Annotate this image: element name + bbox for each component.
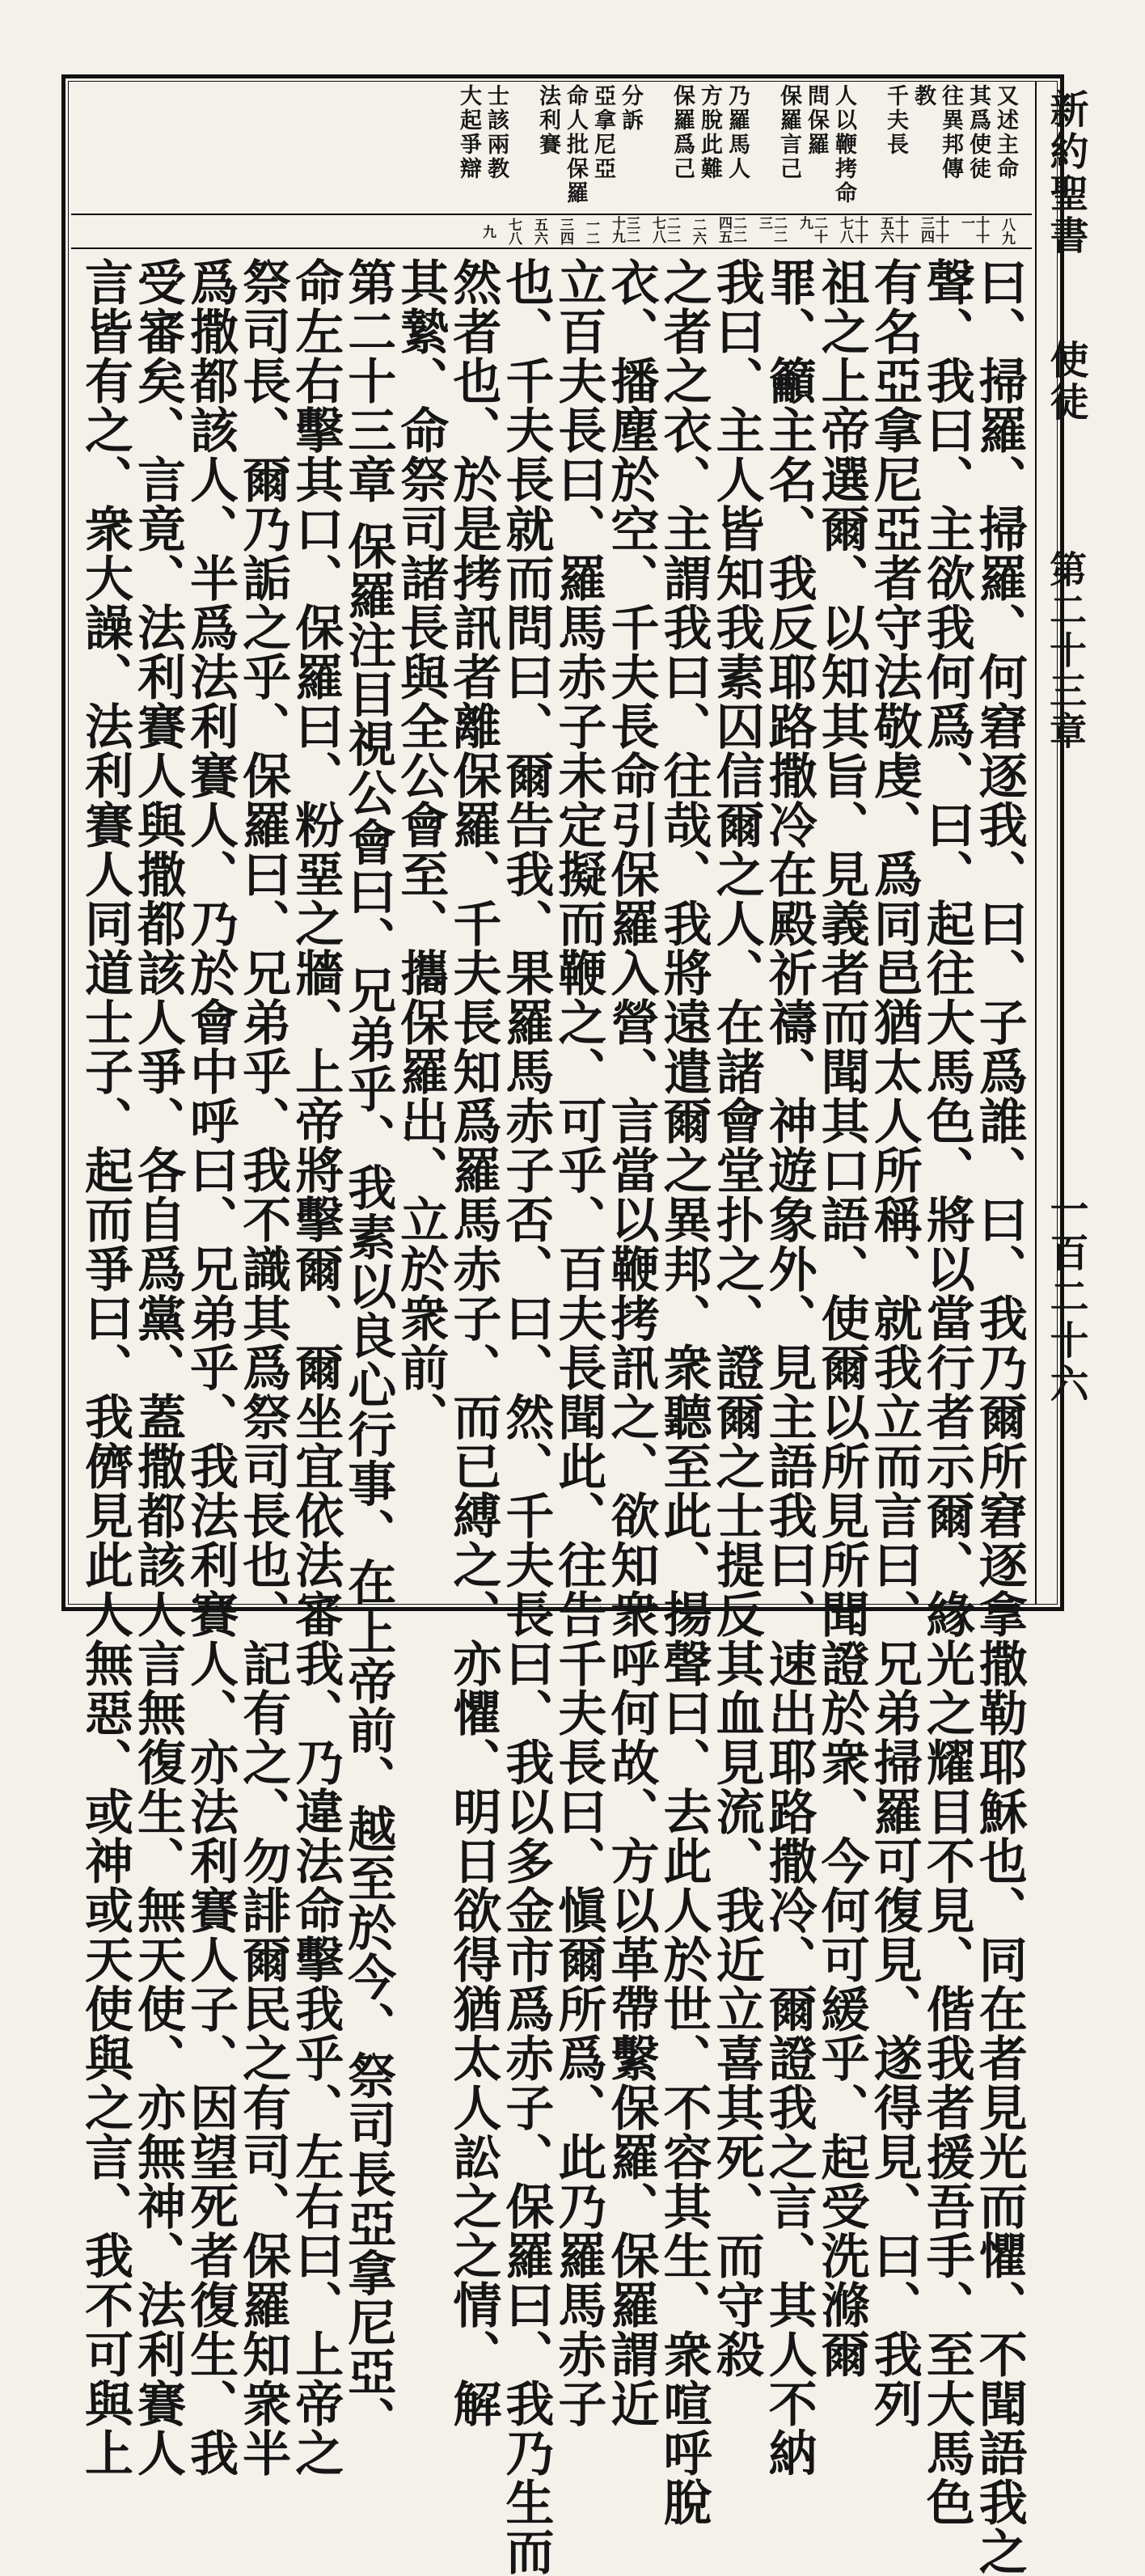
chapter-title: 第二十三章 bbox=[1044, 550, 1088, 752]
verse-ref: 二二七八 bbox=[649, 216, 680, 243]
text-column: 也、千夫長就而問曰、爾告我、果羅馬赤子否、曰、然、千夫長曰、我以多金市爲赤子、保羅曰、我乃生而 bbox=[497, 257, 555, 2576]
text-column: 之者之衣、主謂我曰、往哉、我將遠遣爾之異邦、衆聽至此、揚聲曰、去此人於世、不容其生、衆喧呼脫 bbox=[655, 257, 712, 2527]
text-column: 然者也、於是拷訊者離保羅、千夫長知爲羅馬赤子、而已縛之、亦懼、明日欲得猶太人訟之之情、解 bbox=[445, 257, 502, 2428]
marginal-notes bbox=[71, 84, 1032, 210]
verse-ref: 七八 bbox=[505, 218, 522, 245]
note: 分訴 bbox=[618, 84, 643, 133]
text-column: 聲、我曰、主欲我何爲、曰、起往大馬色、將以當行者示爾、緣光之耀目不見、偕我者援吾手、至大馬色 bbox=[918, 257, 975, 2527]
note: 又述主命 bbox=[993, 84, 1018, 181]
text-column: 立百夫長曰、羅馬赤子未定擬而鞭之、可乎、百夫長聞此、往告千夫長曰、愼爾所爲、此乃羅馬赤子 bbox=[550, 257, 607, 2428]
note: 人以鞭拷命 bbox=[831, 84, 856, 205]
text-column: 言皆有之、衆大譟、法利賽人同道士子、起而爭曰、我儕見此人無惡、或神或天使與之言、我不可與上 bbox=[77, 257, 133, 2477]
text-column: 受審矣、言竟、法利賽人與撒都該人爭、各自爲黨、蓋撒都該人言無復生、無天使、亦無神、法利賽人 bbox=[129, 257, 187, 2477]
note: 保羅言己 bbox=[776, 84, 801, 181]
verse-ref: 十十七八 bbox=[837, 216, 868, 243]
note: 其爲使徒 bbox=[965, 84, 991, 181]
text-column: 命左右擊其口、保羅曰、粉堊之牆、上帝將擊爾、爾坐宜依法審我、乃違法命擊我乎、左右曰、上帝之 bbox=[287, 257, 344, 2477]
text-column: 曰、掃羅、掃羅、何窘逐我、曰、子爲誰、曰、我乃爾所窘逐拿撒勒耶穌也、同在者見光而懼、不聞語我之 bbox=[970, 257, 1028, 2576]
header-divider bbox=[1035, 81, 1037, 1605]
note: 乃羅馬人 bbox=[725, 84, 750, 181]
note: 士該兩教 bbox=[484, 84, 509, 181]
verse-ref: 十十五六 bbox=[877, 216, 908, 243]
text-column: 我曰、主人皆知我素囚信爾之人、在諸會堂扑之、證爾之士提反其血見流、我近立喜其死、而守殺 bbox=[708, 257, 765, 2379]
section-title: 使徒 bbox=[1043, 340, 1088, 424]
verse-ref: 十十一 bbox=[958, 216, 989, 243]
verse-ref: 二六 bbox=[690, 218, 706, 245]
verse-ref: 五六 bbox=[531, 218, 547, 245]
text-column: 有名亞拿尼亞者守法敬虔、爲同邑猶太人所稱、就我立而言曰、兄弟掃羅可復見、遂得見、曰、我列 bbox=[865, 257, 923, 2428]
verse-ref: 三四 bbox=[557, 218, 573, 245]
verse-ref: 二二三 bbox=[756, 216, 787, 243]
text-column: 祖之上帝選爾、以知其旨、見義者而聞其口語、使爾以所見所聞證於衆、今何可緩乎、起受洗滌爾 bbox=[813, 257, 870, 2379]
body-text bbox=[77, 257, 1029, 2576]
verse-ref: 十十三四 bbox=[918, 216, 949, 243]
note: 命人批保羅 bbox=[563, 84, 588, 205]
text-column: 罪、籲主名、我反耶路撒冷在殿祈禱、神遊象外、見主語我曰、速出耶路撒冷、爾證我之言、其人不納 bbox=[760, 257, 818, 2477]
text-column: 其縶、命祭司諸長與全公會至、攜保羅出、立於衆前、 bbox=[392, 257, 450, 1441]
text-column: 第二十三章 保羅注目視公會曰、兄弟乎、我素以良心行事、在上帝前、越至於今、祭司長亞拿尼亞、 bbox=[340, 257, 397, 2446]
text-column: 祭司長、爾乃詬之乎、保羅曰、兄弟乎、我不識其爲祭司長也、記有之、勿誹爾民之有司、保羅知衆半 bbox=[234, 257, 292, 2477]
note: 保羅爲己 bbox=[670, 84, 695, 181]
note: 亞拿尼亞 bbox=[590, 84, 615, 181]
book-title: 新約聖書 bbox=[1043, 89, 1088, 257]
note: 大起爭辯 bbox=[456, 84, 481, 181]
verse-ref: 二二四五 bbox=[716, 216, 746, 243]
verse-reference-bar bbox=[71, 214, 1032, 249]
page-number: 一百二十六 bbox=[1043, 1189, 1088, 1407]
note: 法利賽 bbox=[535, 84, 560, 157]
text-column: 衣、播塵於空、千夫長命引保羅入營、言當以鞭拷訊之、欲知衆呼何故、方以革帶繫保羅、保羅謂近 bbox=[602, 257, 660, 2428]
verse-ref: 二十九 bbox=[796, 216, 827, 243]
verse-ref: 八九 bbox=[999, 218, 1015, 245]
verse-ref: 九 bbox=[480, 224, 496, 239]
verse-ref: 三二十九 bbox=[609, 216, 640, 243]
note: 方脫此難 bbox=[697, 84, 722, 181]
note: 問保羅 bbox=[804, 84, 829, 157]
note: 往異邦傳 bbox=[938, 84, 963, 181]
note: 教 bbox=[911, 84, 936, 108]
note: 千夫長 bbox=[883, 84, 908, 157]
verse-ref: 一二 bbox=[583, 218, 599, 245]
text-column: 爲撒都該人、半爲法利賽人、乃於會中呼曰、兄弟乎、我法利賽人、亦法利賽人子、因望死者復生、我 bbox=[182, 257, 239, 2477]
